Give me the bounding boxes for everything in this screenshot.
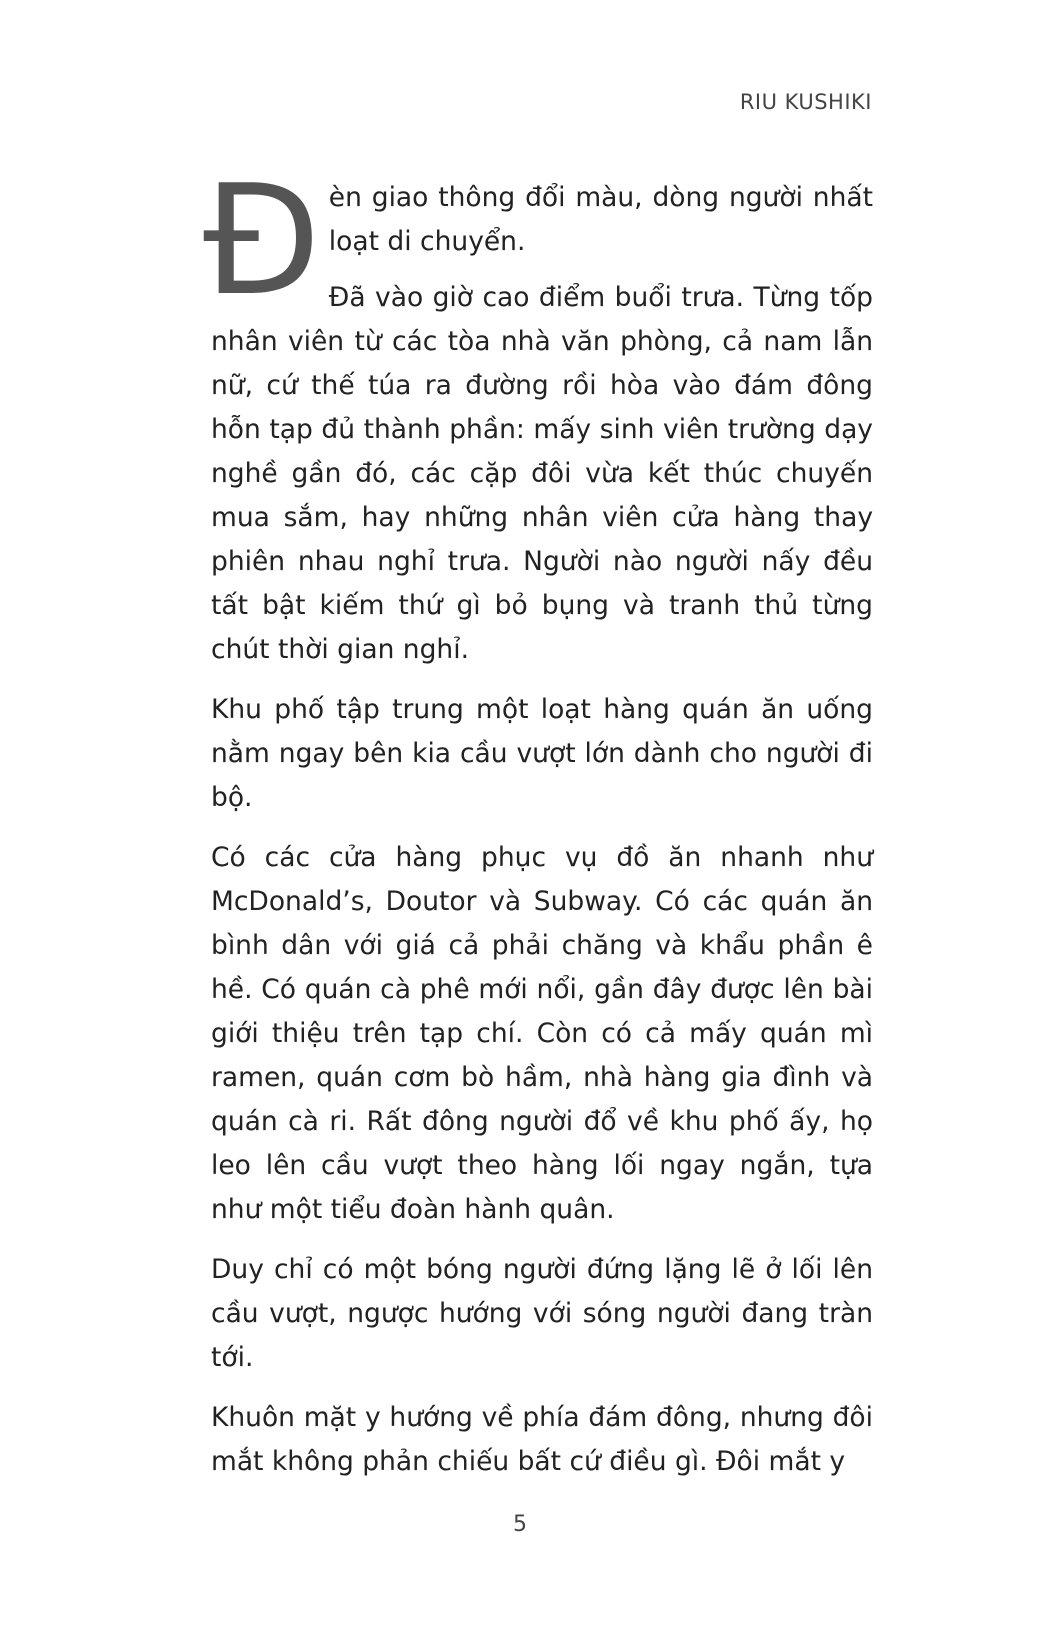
paragraph: Có các cửa hàng phục vụ đồ ăn nhanh như McDonald’s, Doutor và Subway. Có các quán ăn bình dân với giá cả phải chăng và khẩu phần ê hề. Có quán cà phê mới nổi, gần đây được lên bài giới thiệu trên tạp chí. Còn có cả mấy quán mì ramen, quán cơm bò hầm, nhà hàng gia đình và quán cà ri. Rất đông người đổ về khu phố ấy, họ leo lên cầu vượt theo hàng lối ngay ngắn, tựa như một tiểu đoàn hành quân. (211, 842, 873, 1225)
body-text (203, 152, 873, 1500)
running-header-author: RIU KUSHIKI (739, 90, 872, 114)
drop-cap-letter: Đ (203, 152, 321, 329)
paragraph: Khuôn mặt y hướng về phía đám đông, nhưng đôi mắt không phản chiếu bất cứ điều gì. Đôi mắt y (211, 1402, 873, 1477)
paragraph: Đã vào giờ cao điểm buổi trưa. Từng tốp nhân viên từ các tòa nhà văn phòng, cả nam lẫn nữ, cứ thế túa ra đường rồi hòa vào đám đông hỗn tạp đủ thành phần: mấy sinh viên trường dạy nghề gần đó, các cặp đôi vừa kết thúc chuyến mua sắm, hay những nhân viên cửa hàng thay phiên nhau nghỉ trưa. Người nào người nấy đều tất bật kiếm thứ gì bỏ bụng và tranh thủ từng chút thời gian nghỉ. (211, 282, 873, 665)
paragraph: Khu phố tập trung một loạt hàng quán ăn uống nằm ngay bên kia cầu vượt lớn dành cho người đi bộ. (211, 694, 873, 813)
paragraph: Duy chỉ có một bóng người đứng lặng lẽ ở lối lên cầu vượt, ngược hướng với sóng người đang tràn tới. (211, 1254, 873, 1373)
page-number: 5 (513, 1512, 527, 1537)
paragraph-opening (203, 152, 873, 329)
opening-text: èn giao thông đổi màu, dòng người nhất loạt di chuyển. (328, 182, 873, 257)
